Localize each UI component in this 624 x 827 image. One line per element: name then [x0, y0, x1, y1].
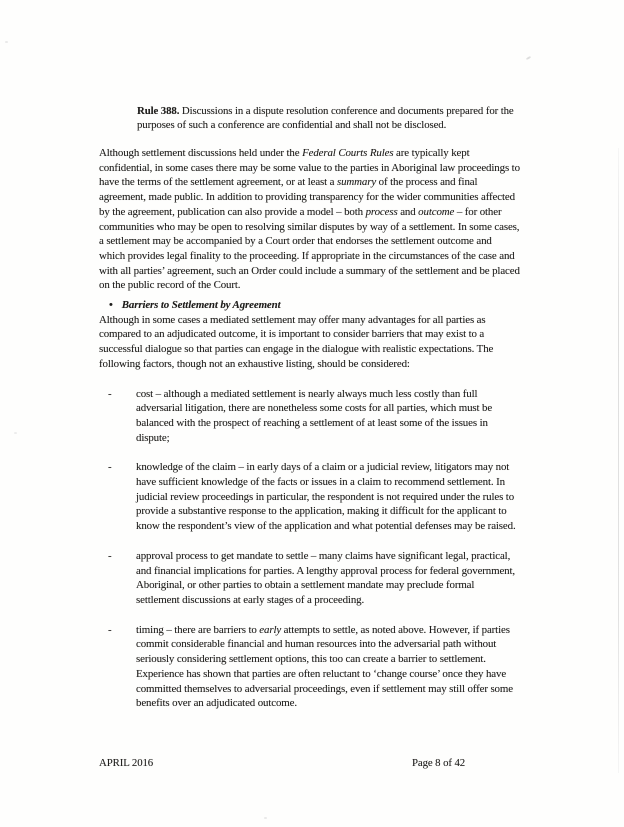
rule-388-blockquote: Rule 388. Discussions in a dispute resolution conference and documents prepared for the purposes of such a conference are confidential and shall not be disclosed. [137, 105, 514, 131]
list-item-text: timing – there are barriers to early attempts to settle, as noted above. However, if parties commit considerable financial and human resources into the adversarial path without seriously considering settlement options, this too can create a barrier to settlement. Experience has shown that parties are often reluctant to ‘change course’ once they have committed themselves to adversarial proceedings, even if settlement may still offer some benefits over an adjudicated outcome. [136, 623, 513, 710]
paragraph-settlement-discussions: Although settlement discussions held under the Federal Courts Rules are typically kept confidential, in some cases there may be some value to the parties in Aboriginal law proceedings to have the terms of the settlement agreement, or at least a summary of the process and final agreement, made public. In addition to providing transparency for the wider communities affected by the agreement, publication can also provide a model – both process and outcome – for other communities who may be open to resolving similar disputes by way of a settlement. In some cases, a settlement may be accompanied by a Court order that endorses the settlement outcome and which provides legal finality to the proceeding. If appropriate in the circumstances of the case and with all parties’ agreement, such an Order could include a summary of the settlement and be placed on the public record of the Court. [99, 147, 520, 292]
dash-list-marker: - [108, 623, 112, 636]
list-item-text: cost – although a mediated settlement is nearly always much less costly than full adversarial litigation, there are nonetheless some costs for all parties, which must be balanced with the prospect of reaching a settlement of at least some of the issues in dispute; [136, 387, 493, 444]
section-heading-barriers [99, 298, 520, 313]
document-body [99, 146, 520, 711]
scan-artifact-speck [526, 56, 531, 60]
dash-list-marker: - [108, 387, 112, 400]
list-item-text: approval process to get mandate to settle – many claims have significant legal, practical, and financial implications for parties. A lengthy approval process for federal government, Aboriginal, or other parties to obtain a settlement mandate may preclude formal settlement discussions at early stages of a proceeding. [136, 549, 516, 606]
footer-date: APRIL 2016 [99, 757, 154, 769]
scan-artifact-speck [264, 817, 267, 819]
scan-artifact-speck [5, 41, 8, 43]
list-item-knowledge-of-claim [99, 460, 520, 534]
list-item-text: knowledge of the claim – in early days of a claim or a judicial review, litigators may not have sufficient knowledge of the facts or issues in a claim to recommend settlement. In judicial review proceedings in particular, the respondent is not required under the rules to provide a substantive response to the application, making it difficult for the applicant to know the respondent’s view of the application and what potential defenses may be raised. [136, 461, 516, 533]
bullet-icon: • [109, 299, 113, 312]
list-item-timing [99, 623, 520, 711]
list-item-cost [99, 387, 520, 446]
dash-list-marker: - [108, 549, 112, 562]
paragraph-barriers-intro: Although in some cases a mediated settlement may offer many advantages for all parties as compared to an adjudicated outcome, it is important to consider barriers that may exist to a successful dialogue so that parties can engage in the dialogue with realistic expectations. The following factors, though not an exhaustive listing, should be considered: [99, 313, 494, 370]
scan-artifact-speck [14, 432, 17, 434]
list-item-approval-process [99, 549, 520, 608]
scan-artifact-edge-line [618, 148, 619, 773]
footer-page-number: Page 8 of 42 [412, 757, 466, 769]
section-heading-text: Barriers to Settlement by Agreement [121, 299, 281, 312]
dash-list-marker: - [108, 461, 112, 474]
